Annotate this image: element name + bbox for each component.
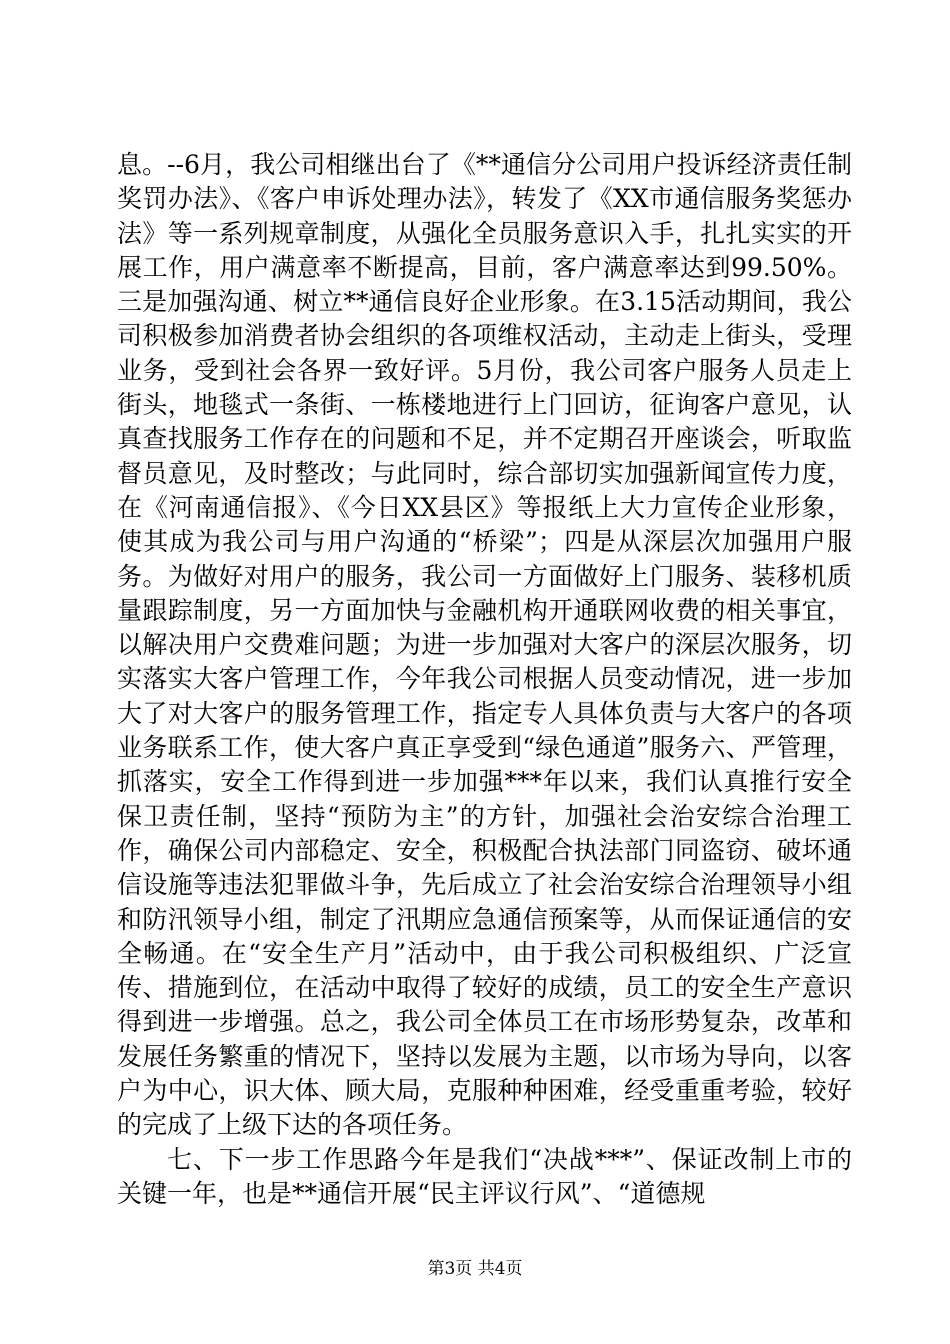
body-paragraph-2: 七、下一步工作思路今年是我们“决战***”、保证改制上市的关键一年，也是**通信开展“民主评议行风”、“道德规: [117, 1144, 852, 1208]
page-number-footer: 第3页 共4页: [427, 1259, 523, 1279]
body-paragraph-1: 息。--6月，我公司相继出台了《**通信分公司用户投诉经济责任制奖罚办法》、《客户申诉处理办法》，转发了《XX市通信服务奖惩办法》等一系列规章制度，从强化全员服务意识入手，扎扎实实的开展工作，用户满意率不断提高，目前，客户满意率达到99.50%。三是加强沟通、树立**通信良好企业形象。在3.15活动期间，我公司积极参加消费者协会组织的各项维权活动，主动走上街头，受理业务，受到社会各界一致好评。5月份，我公司客户服务人员走上街头，地毯式一条街、一栋楼地进行上门回访，征询客户意见，认真查找服务工作存在的问题和不足，并不定期召开座谈会，听取监督员意见，及时整改；与此同时，综合部切实加强新闻宣传力度，在《河南通信报》、《今日XX县区》等报纸上大力宣传企业形象，使其成为我公司与用户沟通的“桥梁”；四是从深层次加强用户服务。为做好对用户的服务，我公司一方面做好上门服务、装移机质量跟踪制度，另一方面加快与金融机构开通联网收费的相关事宜，以解决用户交费难问题；为进一步加强对大客户的深层次服务，切实落实大客户管理工作，今年我公司根据人员变动情况，进一步加大了对大客户的服务管理工作，指定专人具体负责与大客户的各项业务联系工作，使大客户真正享受到“绿色通道”服务六、严管理，抓落实，安全工作得到进一步加强***年以来，我们认真推行安全保卫责任制，坚持“预防为主”的方针，加强社会治安综合治理工作，确保公司内部稳定、安全，积极配合执法部门同盗窃、破坏通信设施等违法犯罪做斗争，先后成立了社会治安综合治理领导小组和防汛领导小组，制定了汛期应急通信预案等，从而保证通信的安全畅通。在“安全生产月”活动中，由于我公司积极组织、广泛宣传、措施到位，在活动中取得了较好的成绩，员工的安全生产意识得到进一步增强。总之，我公司全体员工在市场形势复杂，改革和发展任务繁重的情况下，坚持以发展为主题，以市场为导向，以客户为中心，识大体、顾大局，克服种种困难，经受重重考验，较好的完成了上级下达的各项任务。: [117, 150, 852, 1140]
document-body: [117, 148, 852, 1211]
